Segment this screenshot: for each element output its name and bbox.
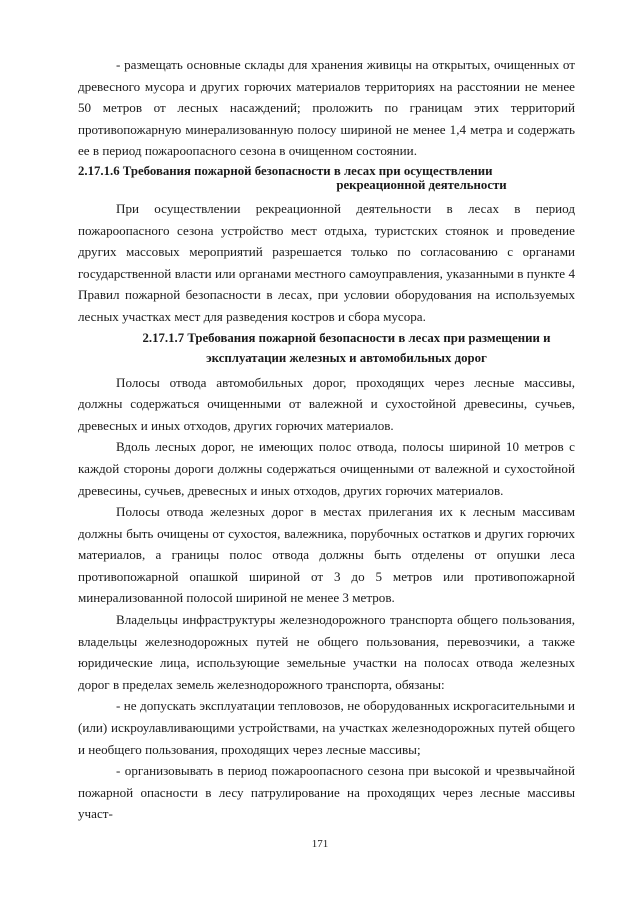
page-number: 171 xyxy=(311,838,329,850)
paragraph: При осуществлении рекреационной деятельности в лесах в период пожароопасного сезона устройство мест отдыха, туристских стоянок и проведение других массовых мероприятий разрешается только по согласованию с органами государственной власти или органами местного самоуправления, указанными в пункте 4 Правил пожарной безопасности в лесах, при условии оборудования на используемых лесных участках мест для разведения костров и сбора мусора. xyxy=(78,200,575,324)
paragraph: Полосы отвода автомобильных дорог, проходящих через лесные массивы, должны содержаться очищенными от валежной и сухостойной древесины, сучьев, древесных и иных отходов, других горючих материалов. xyxy=(78,374,575,433)
paragraph: - не допускать эксплуатации тепловозов, не оборудованных искрогасительными и (или) искроулавливающими устройствами, на участках железнодорожных путей общего и необщего пользования, проходящих через лесные массивы; xyxy=(78,698,575,757)
paragraph: - организовывать в период пожароопасного сезона при высокой и чрезвычайной пожарной опасности в лесу патрулирование на проходящих через лесные массивы участ- xyxy=(78,763,575,822)
section-heading-2-17-1-6-line2: рекреационной деятельности xyxy=(336,178,507,193)
paragraph: - размещать основные склады для хранения живицы на открытых, очищенных от древесного мусора и других горючих материалов территориях на расстоянии не менее 50 метров от лесных насаждений; проложить по границам этих территорий противопожарную минерализованную полосу шириной не менее 1,4 метра и содержать ее в период пожароопасного сезона в очищенном состоянии. xyxy=(78,57,575,159)
paragraph: Полосы отвода железных дорог в местах прилегания их к лесным массивам должны быть очищены от сухостоя, валежника, порубочных остатков и других горючих материалов, а границы полос отвода должны быть отделены от опушки леса противопожарной опашкой шириной от 3 до 5 метров или противопожарной минерализованной полосой шириной не менее 3 метров. xyxy=(78,504,575,606)
paragraph: Владельцы инфраструктуры железнодорожного транспорта общего пользования, владельцы железнодорожных путей не общего пользования, перевозчики, а также юридические лица, использующие земельные участки на полосах отвода железных дорог в пределах земель железнодорожного транспорта, обязаны: xyxy=(78,612,575,692)
section-heading-2-17-1-7-line1: 2.17.1.7 Требования пожарной безопасности в лесах при размещении и xyxy=(142,330,551,345)
text-block xyxy=(78,54,575,825)
section-heading-2-17-1-6-line1: 2.17.1.6 Требования пожарной безопасности в лесах при осуществлении xyxy=(78,163,493,178)
paragraph: Вдоль лесных дорог, не имеющих полос отвода, полосы шириной 10 метров с каждой стороны дороги должны содержаться очищенными от валежной и сухостойной древесины, сучьев, древесных и иных отходов, других горючих материалов. xyxy=(78,439,575,498)
section-heading-2-17-1-7-line2: эксплуатации железных и автомобильных дорог xyxy=(206,351,487,366)
